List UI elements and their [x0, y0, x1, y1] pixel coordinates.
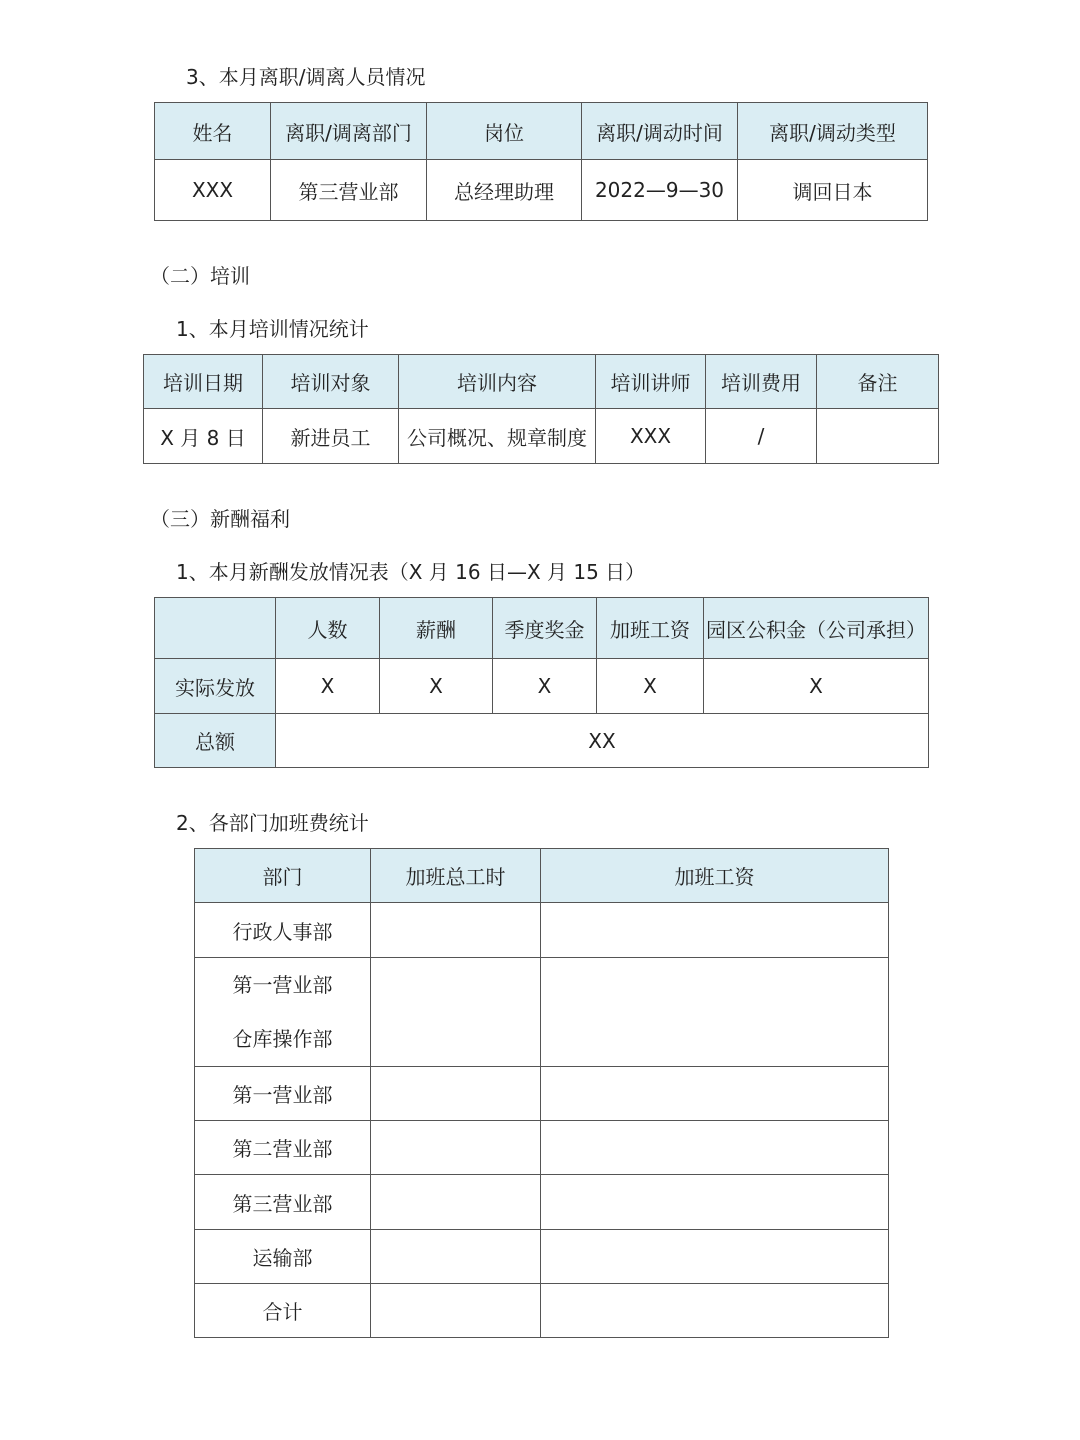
table-cell: 总经理助理 [427, 160, 582, 221]
hours-cell [371, 1284, 541, 1338]
header-date: 培训日期 [144, 355, 263, 409]
pay-cell [541, 903, 889, 958]
row-label-actual: 实际发放 [155, 659, 276, 714]
hours-cell [371, 1067, 541, 1121]
table-cell: 2022—9—30 [582, 160, 738, 221]
header-lecturer: 培训讲师 [596, 355, 706, 409]
training-table [143, 354, 939, 464]
dept-line: 仓库操作部 [232, 1027, 333, 1051]
table-cell: X [493, 659, 597, 714]
header-headcount: 人数 [276, 598, 380, 659]
dept-cell: 第三营业部 [195, 1175, 371, 1230]
header-bonus: 季度奖金 [493, 598, 597, 659]
table-cell: X [380, 659, 493, 714]
training-subheading: 1、本月培训情况统计 [176, 317, 369, 341]
header-remarks: 备注 [817, 355, 939, 409]
header-name: 姓名 [155, 103, 271, 160]
dept-cell: 行政人事部 [195, 903, 371, 958]
table-cell: XXX [155, 160, 271, 221]
header-department: 离职/调离部门 [271, 103, 427, 160]
header-housing-fund: 园区公积金（公司承担） [704, 598, 929, 659]
overtime-heading: 2、各部门加班费统计 [176, 811, 369, 835]
dept-cell [195, 958, 371, 1067]
table-cell: X [704, 659, 929, 714]
table-cell: 新进员工 [263, 409, 399, 464]
table-cell: / [706, 409, 817, 464]
table-cell: X [276, 659, 380, 714]
header-hours: 加班总工时 [371, 849, 541, 903]
salary-table [154, 597, 929, 768]
pay-cell [541, 1067, 889, 1121]
table-cell: XXX [596, 409, 706, 464]
header-position: 岗位 [427, 103, 582, 160]
hours-cell [371, 903, 541, 958]
table-cell: 调回日本 [738, 160, 928, 221]
training-heading: （二）培训 [150, 264, 250, 288]
hours-cell [371, 1230, 541, 1284]
pay-cell [541, 1175, 889, 1230]
row-label-total: 总额 [155, 714, 276, 768]
salary-subheading: 1、本月新酬发放情况表（X 月 16 日—X 月 15 日） [176, 560, 646, 584]
dept-line: 第一营业部 [232, 973, 333, 997]
header-cost: 培训费用 [706, 355, 817, 409]
pay-cell [541, 1284, 889, 1338]
header-target: 培训对象 [263, 355, 399, 409]
table-cell [817, 409, 939, 464]
table-cell: X [597, 659, 704, 714]
hours-cell [371, 958, 541, 1067]
header-time: 离职/调动时间 [582, 103, 738, 160]
header-pay: 加班工资 [541, 849, 889, 903]
pay-cell [541, 958, 889, 1067]
table-cell: 第三营业部 [271, 160, 427, 221]
header-overtime-pay: 加班工资 [597, 598, 704, 659]
dept-cell: 第一营业部 [195, 1067, 371, 1121]
pay-cell [541, 1230, 889, 1284]
dept-cell: 运输部 [195, 1230, 371, 1284]
total-value: XX [276, 714, 929, 768]
table-cell: 公司概况、规章制度 [399, 409, 596, 464]
header-type: 离职/调动类型 [738, 103, 928, 160]
hours-cell [371, 1121, 541, 1175]
pay-cell [541, 1121, 889, 1175]
departure-heading: 3、本月离职/调离人员情况 [186, 65, 426, 89]
departure-table [154, 102, 928, 221]
header-blank [155, 598, 276, 659]
header-dept: 部门 [195, 849, 371, 903]
salary-heading: （三）新酬福利 [150, 507, 290, 531]
table-cell: X 月 8 日 [144, 409, 263, 464]
header-content: 培训内容 [399, 355, 596, 409]
header-salary: 薪酬 [380, 598, 493, 659]
hours-cell [371, 1175, 541, 1230]
dept-cell: 合计 [195, 1284, 371, 1338]
dept-cell: 第二营业部 [195, 1121, 371, 1175]
overtime-table [194, 848, 889, 1338]
